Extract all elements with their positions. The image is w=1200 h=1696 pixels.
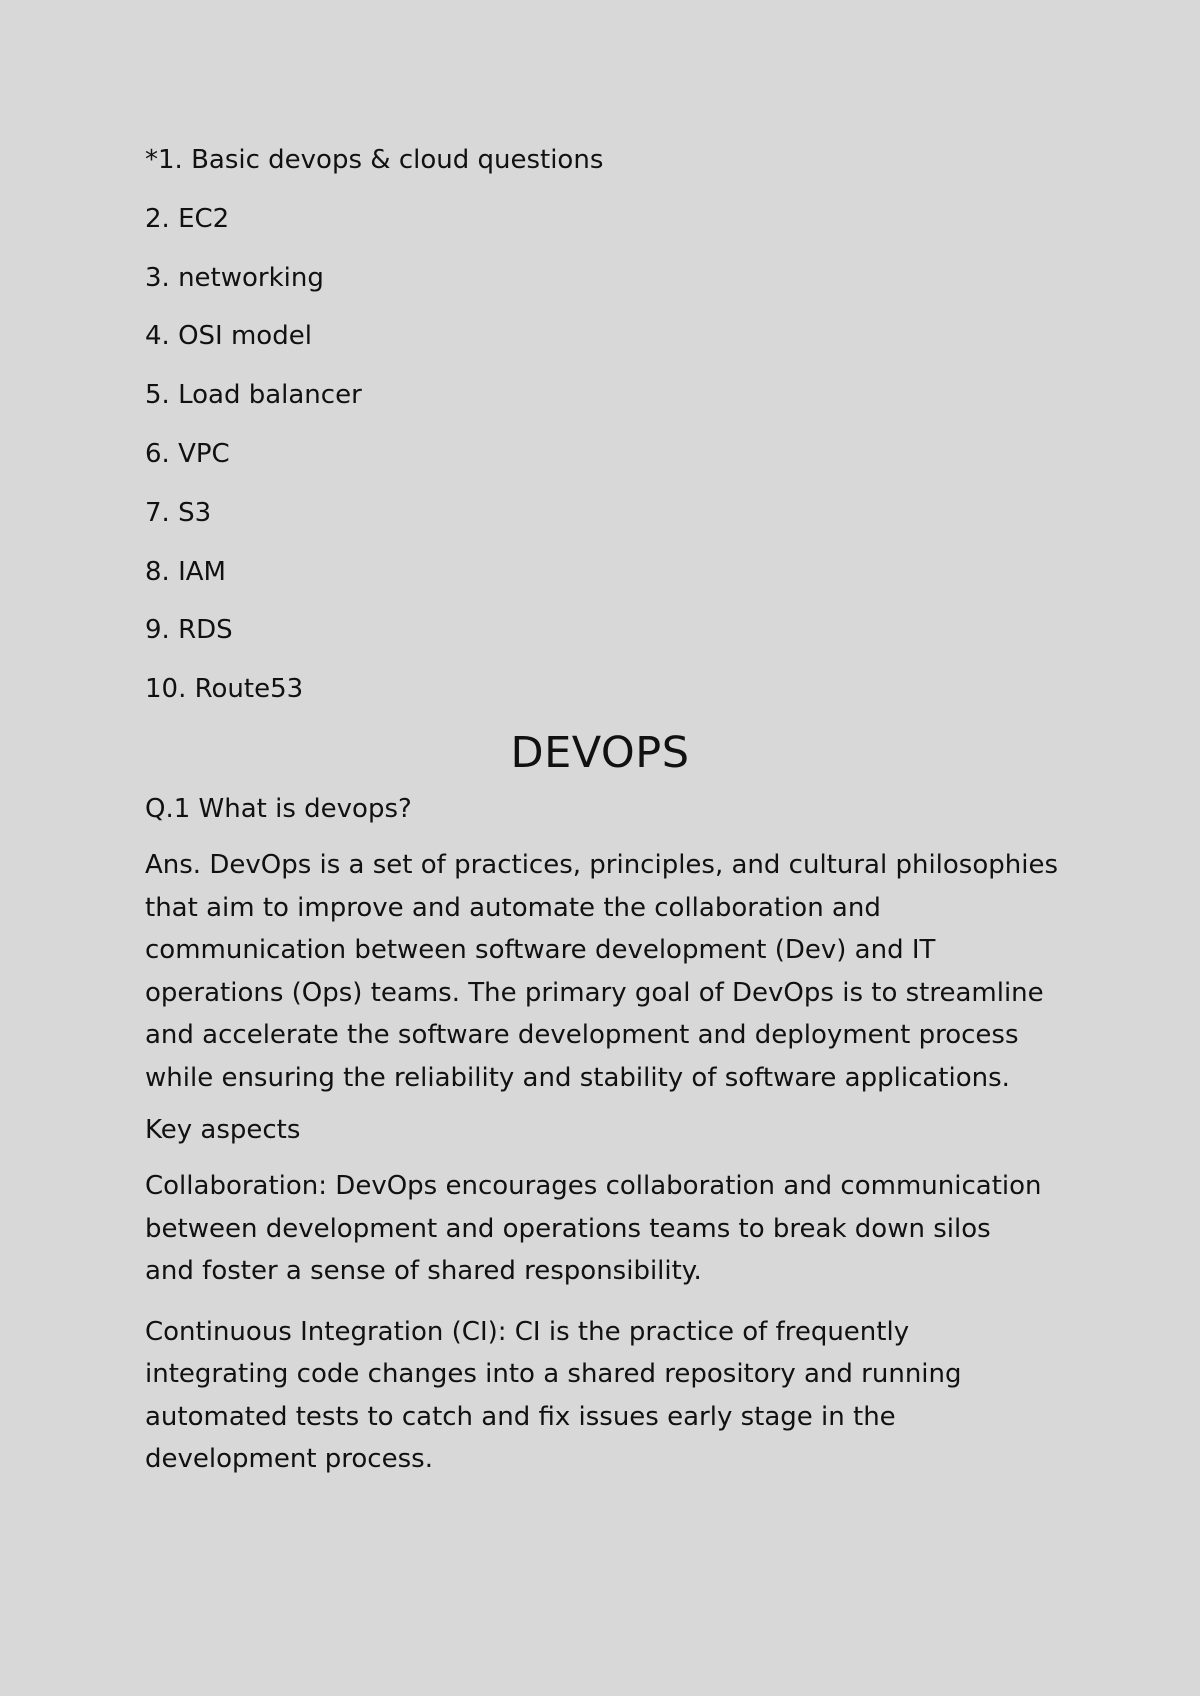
ci-line-1: Continuous Integration (CI): CI is the practice of frequently <box>145 1316 910 1347</box>
answer-line-1: Ans. DevOps is a set of practices, principles, and cultural philosophies <box>145 850 1058 881</box>
collaboration-line-2: between development and operations teams to break down silos <box>145 1213 991 1244</box>
ci-line-4: development process. <box>145 1444 433 1475</box>
answer-line-6: while ensuring the reliability and stability of software applications. <box>145 1062 1010 1093</box>
topic-item-7: 7. S3 <box>145 497 212 528</box>
answer-line-4: operations (Ops) teams. The primary goal of DevOps is to streamline <box>145 977 1044 1008</box>
ci-line-3: automated tests to catch and fix issues early stage in the <box>145 1401 896 1432</box>
answer-line-3: communication between software development (Dev) and IT <box>145 935 936 966</box>
topic-item-8: 8. IAM <box>145 556 226 587</box>
key-aspects-label: Key aspects <box>145 1115 301 1146</box>
topic-item-10: 10. Route53 <box>145 674 304 705</box>
page-content <box>145 143 1058 1481</box>
topic-item-1: *1. Basic devops & cloud questions <box>145 145 604 175</box>
collaboration-line-1: Collaboration: DevOps encourages collaboration and communication <box>145 1171 1042 1202</box>
topic-list <box>145 143 1055 706</box>
topic-item-9: 9. RDS <box>145 615 233 646</box>
answer-paragraph <box>145 844 1058 1099</box>
ci-line-2: integrating code changes into a shared repository and running <box>145 1359 962 1390</box>
ci-paragraph <box>145 1311 1055 1481</box>
question-title: Q.1 What is devops? <box>145 794 412 825</box>
collaboration-paragraph <box>145 1165 1055 1293</box>
collaboration-line-3: and foster a sense of shared responsibility. <box>145 1256 702 1287</box>
answer-line-2: that aim to improve and automate the collaboration and <box>145 892 881 923</box>
topic-item-2: 2. EC2 <box>145 203 230 234</box>
topic-item-4: 4. OSI model <box>145 321 312 352</box>
answer-line-5: and accelerate the software development and deployment process <box>145 1020 1019 1051</box>
topic-item-6: 6. VPC <box>145 438 230 469</box>
topic-item-5: 5. Load balancer <box>145 380 362 411</box>
section-heading: DEVOPS <box>510 728 690 779</box>
topic-item-3: 3. networking <box>145 262 324 293</box>
